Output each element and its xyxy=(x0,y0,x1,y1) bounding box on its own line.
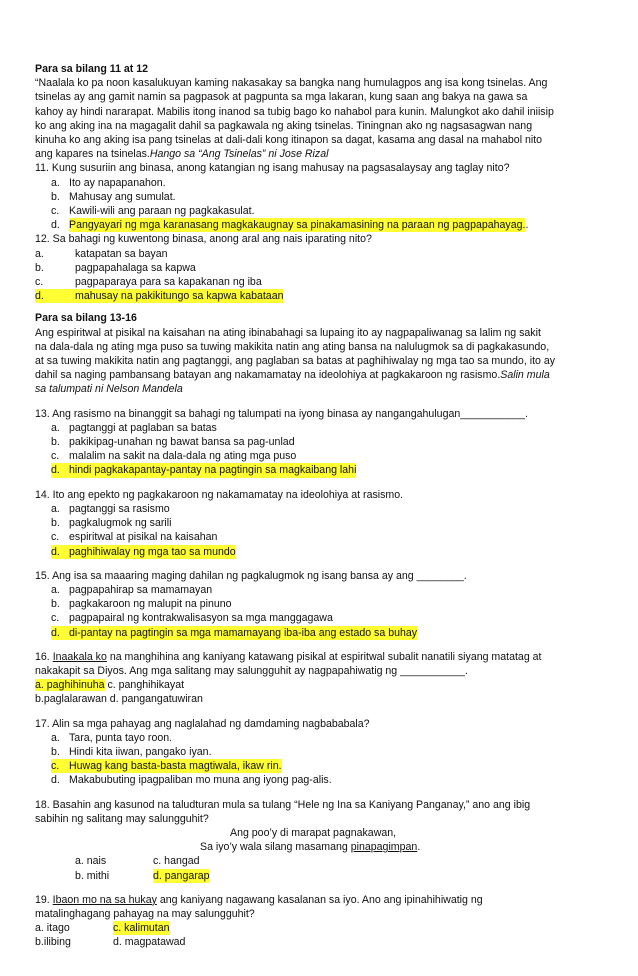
choice-text: b.ilibing xyxy=(35,936,71,949)
choice-label: d. xyxy=(51,774,60,787)
choice-label: b. xyxy=(35,261,44,274)
choice-text: pakikipag-unahan ng bawat bansa sa pag-unlad xyxy=(69,436,295,449)
choice-text: a. nais xyxy=(75,855,107,868)
question-18-line2: sabihin ng salitang may salungguhit? xyxy=(35,812,209,825)
poem-end: . xyxy=(417,841,421,854)
choice-text: pagkakaroon ng malupit na pinuno xyxy=(69,598,232,611)
question-number: 16. xyxy=(35,650,50,663)
question-16-line2: nakakapit sa Diyos. Ang mga salitang may salungguhit ay nagpapahiwatig ng ___________. xyxy=(35,664,468,677)
question-text: na manghihina ang kaniyang katawang pisikal at espiritwal subalit nanatili siyang matatag at xyxy=(109,650,542,663)
passage-line xyxy=(35,368,607,382)
highlighted-answer xyxy=(51,626,417,640)
question-11: 11. Kung susuriin ang binasa, anong katangian ng isang mahusay na pagsasalaysay ang taglay nito? xyxy=(35,162,510,175)
choice-label: a. xyxy=(51,583,60,596)
poem-line-1: Ang poo’y di marapat pagnakawan, xyxy=(230,826,397,839)
question-number: 19. xyxy=(35,893,53,906)
choice-12-b xyxy=(35,261,607,275)
choice-label: d. xyxy=(35,290,44,303)
choice-15-d xyxy=(35,626,607,640)
choices-16-ac xyxy=(35,678,607,692)
spacer xyxy=(35,397,607,407)
underlined-phrase: Inaakala ko xyxy=(52,650,107,663)
choice-17-a xyxy=(35,731,607,745)
choice-11-a xyxy=(35,176,607,190)
choice-14-b xyxy=(35,516,607,530)
choice-label: d. xyxy=(51,219,60,232)
choice-17-b xyxy=(35,745,607,759)
highlighted-answer: Pangyayari ng mga karanasang magkakaugnay sa pinakamasining na paraan ng pagpapahayag. xyxy=(69,219,526,232)
choice-text: di-pantay na pagtingin sa mga mamamayang iba-iba ang estado sa buhay xyxy=(69,626,418,639)
choice-text: mahusay na pakikitungo sa kapwa kabataan xyxy=(75,290,284,303)
choices-18-ac xyxy=(35,854,607,868)
choice-15-b xyxy=(35,597,607,611)
highlighted-answer xyxy=(35,289,283,303)
choices-16-bd: b.paglalarawan d. pangangatuwiran xyxy=(35,693,203,706)
choice-label: b. xyxy=(51,190,60,203)
choice-text: a. itago xyxy=(35,922,70,935)
section-heading-13-16: Para sa bilang 13-16 xyxy=(35,312,137,325)
choice-text: pagpaparaya para sa kapakanan ng iba xyxy=(75,276,262,289)
choice-text: Huwag kang basta-basta magtiwala, ikaw rin. xyxy=(69,760,282,773)
question-16 xyxy=(35,650,607,664)
poem-text: Sa iyo’y wala silang masamang xyxy=(200,841,351,854)
passage-text: ang kapares na tsinelas. xyxy=(35,148,150,161)
choice-label: a. xyxy=(35,247,44,260)
choice-label: a. xyxy=(51,421,60,434)
spacer xyxy=(35,303,607,311)
choice-label: b. xyxy=(51,745,60,758)
choice-17-d xyxy=(35,773,607,787)
choice-13-b xyxy=(35,435,607,449)
passage-source: Salin mula xyxy=(500,369,550,382)
choice-text: pagpapahirap sa mamamayan xyxy=(69,583,213,596)
choice-text: Kawili-wili ang paraan ng pagkakasulat. xyxy=(69,205,255,218)
choice-text: c. hangad xyxy=(153,855,200,868)
choice-14-c xyxy=(35,530,607,544)
choice-text: pagtanggi sa rasismo xyxy=(69,502,170,515)
choice-text: paghihiwalay ng mga tao sa mundo xyxy=(69,545,236,558)
choice-15-a xyxy=(35,583,607,597)
choice-label: a. xyxy=(51,502,60,515)
passage-line: at sa tuwing makikita natin ang pagtanggi, ang paglaban sa batas at paghihiwalay ng mga tao sa mundo, ito ay xyxy=(35,355,556,368)
choice-13-a xyxy=(35,421,607,435)
passage-source-line xyxy=(35,147,607,161)
choice-text: c. panghihikayat xyxy=(107,679,185,692)
choice-label: a. xyxy=(51,176,60,189)
choice-label: c. xyxy=(35,276,44,289)
question-14: 14. Ito ang epekto ng pagkakaroon ng nakamamatay na ideolohiya at rasismo. xyxy=(35,488,404,501)
choice-12-a xyxy=(35,247,607,261)
choice-text: pagpapairal ng kontrakwalisasyon sa mga manggagawa xyxy=(69,612,333,625)
choice-label: b. xyxy=(51,598,60,611)
passage-source: sa talumpati ni Nelson Mandela xyxy=(35,383,183,396)
poem-line-2 xyxy=(35,840,607,854)
choice-text: katapatan sa bayan xyxy=(75,247,168,260)
choice-text: Tara, punta tayo roon. xyxy=(69,731,173,744)
spacer xyxy=(35,640,607,650)
choice-text: Hindi kita iiwan, pangako iyan. xyxy=(69,745,212,758)
passage-line: tsinelas ay ang gamit namin sa pagpasok at pagpunta sa mga lakaran, kung saan ang bakya na gawa sa xyxy=(35,91,528,104)
choice-11-c xyxy=(35,204,607,218)
worksheet-page xyxy=(35,62,607,950)
choice-label: a. xyxy=(51,731,60,744)
question-15: 15. Ang isa sa maaaring maging dahilan ng pagkalugmok ng isang bansa ay ang ________. xyxy=(35,569,467,582)
question-text: ang kaniyang nagawang kasalanan sa iyo. Ano ang ipinahihiwatig ng xyxy=(156,893,483,906)
passage-line: kahoy ay hindi nararapat. Mabilis itong inanod sa tubig bago ko nahabol para kunin. Malungkot ako dahil iniisip xyxy=(35,105,554,118)
choice-13-d xyxy=(35,463,607,477)
choice-15-c xyxy=(35,611,607,625)
passage-line: kinuha ko ang aking isa pang tsinelas at dali-dali kong itinapon sa dagat, kasama ang dasal na mahabol nito xyxy=(35,134,543,147)
highlighted-answer xyxy=(51,463,356,477)
passage-line: na dala-dala ng ating mga puso sa tuwing makikita natin ang ating bansa na nalulugmok sa di pagkakasundo, xyxy=(35,340,550,353)
passage-line: “Naalala ko pa noon kasalukuyan kaming nakasakay sa bangka nang humulagpos ang isa kong tsinelas. Ang xyxy=(35,77,548,90)
choice-text: Ito ay napapanahon. xyxy=(69,176,166,189)
passage-text: dahil sa naging pambansang batayan ang nakamamatay na ideolohiya at pagkakaroon ng rasismo. xyxy=(35,369,501,382)
question-19-line2: matalinghagang pahayag na may salungguhit? xyxy=(35,907,255,920)
question-13: 13. Ang rasismo na binanggit sa bahagi ng talumpati na iyong binasa ay nangangahulugan___________. xyxy=(35,407,528,420)
choice-11-d xyxy=(35,218,607,232)
choice-label: c. xyxy=(51,450,60,463)
choice-label: d. xyxy=(51,545,60,558)
choice-12-c xyxy=(35,275,607,289)
spacer xyxy=(35,707,607,717)
choice-text: pagkalugmok ng sarili xyxy=(69,517,172,530)
choice-text: hindi pagkakapantay-pantay na pagtingin sa magkaibang lahi xyxy=(69,464,357,477)
section-heading-11-12: Para sa bilang 11 at 12 xyxy=(35,63,149,75)
choice-13-c xyxy=(35,449,607,463)
choice-label: d. xyxy=(51,626,60,639)
spacer xyxy=(35,883,607,893)
passage-line: ko ang aking ina na magagalit dahil sa pagkawala ng aking tsinelas. Tiningnan ako ng nagsasagwan nang xyxy=(35,119,533,132)
choice-end: . xyxy=(525,219,529,232)
highlighted-answer: d. pangarap xyxy=(153,869,210,882)
choice-label: c. xyxy=(51,612,60,625)
highlighted-answer xyxy=(51,759,282,773)
passage-line: Ang espiritwal at pisikal na kaisahan na ating ibinabahagi sa lupaing ito ay nagpapaliwanag sa lalim ng sakit xyxy=(35,326,541,339)
choices-18-bd xyxy=(35,869,607,883)
choice-text: b. mithi xyxy=(75,869,110,882)
highlighted-answer: a. paghihinuha xyxy=(35,679,105,692)
choice-label: b. xyxy=(51,517,60,530)
question-19 xyxy=(35,893,607,907)
passage-source: Hango sa “Ang Tsinelas” ni Jose Rizal xyxy=(149,148,329,161)
choice-text: malalim na sakit na dala-dala ng ating mga puso xyxy=(69,450,297,463)
choice-14-a xyxy=(35,502,607,516)
spacer xyxy=(35,559,607,569)
underlined-word: pinapagimpan xyxy=(350,841,418,854)
choice-12-d xyxy=(35,289,607,303)
choice-text: Makabubuting ipagpaliban mo muna ang iyong pag-alis. xyxy=(69,774,332,787)
highlighted-answer xyxy=(51,545,236,559)
choice-text: Mahusay ang sumulat. xyxy=(69,190,176,203)
choice-11-b xyxy=(35,190,607,204)
question-18: 18. Basahin ang kasunod na taludturan mula sa tulang “Hele ng Ina sa Kaniyang Panganay,” ano ang ibig xyxy=(35,798,531,811)
question-17: 17. Alin sa mga pahayag ang naglalahad ng damdaming nagbababala? xyxy=(35,717,370,730)
choice-14-d xyxy=(35,545,607,559)
highlighted-answer: c. kalimutan xyxy=(113,922,170,935)
spacer xyxy=(35,788,607,798)
choice-label: c. xyxy=(51,760,60,773)
choice-label: c. xyxy=(51,205,60,218)
question-12: 12. Sa bahagi ng kuwentong binasa, anong aral ang nais iparating nito? xyxy=(35,233,372,246)
choices-19-bd xyxy=(35,935,607,949)
choice-17-c xyxy=(35,759,607,773)
choice-label: c. xyxy=(51,531,60,544)
choices-19-ac xyxy=(35,921,607,935)
choice-label: d. xyxy=(51,464,60,477)
choice-text: pagtanggi at paglaban sa batas xyxy=(69,421,217,434)
choice-text: d. magpatawad xyxy=(113,936,186,949)
choice-text: espiritwal at pisikal na kaisahan xyxy=(69,531,218,544)
underlined-phrase: Ibaon mo na sa hukay xyxy=(52,893,157,906)
spacer xyxy=(35,478,607,488)
choice-label: b. xyxy=(51,436,60,449)
choice-text: pagpapahalaga sa kapwa xyxy=(75,261,196,274)
